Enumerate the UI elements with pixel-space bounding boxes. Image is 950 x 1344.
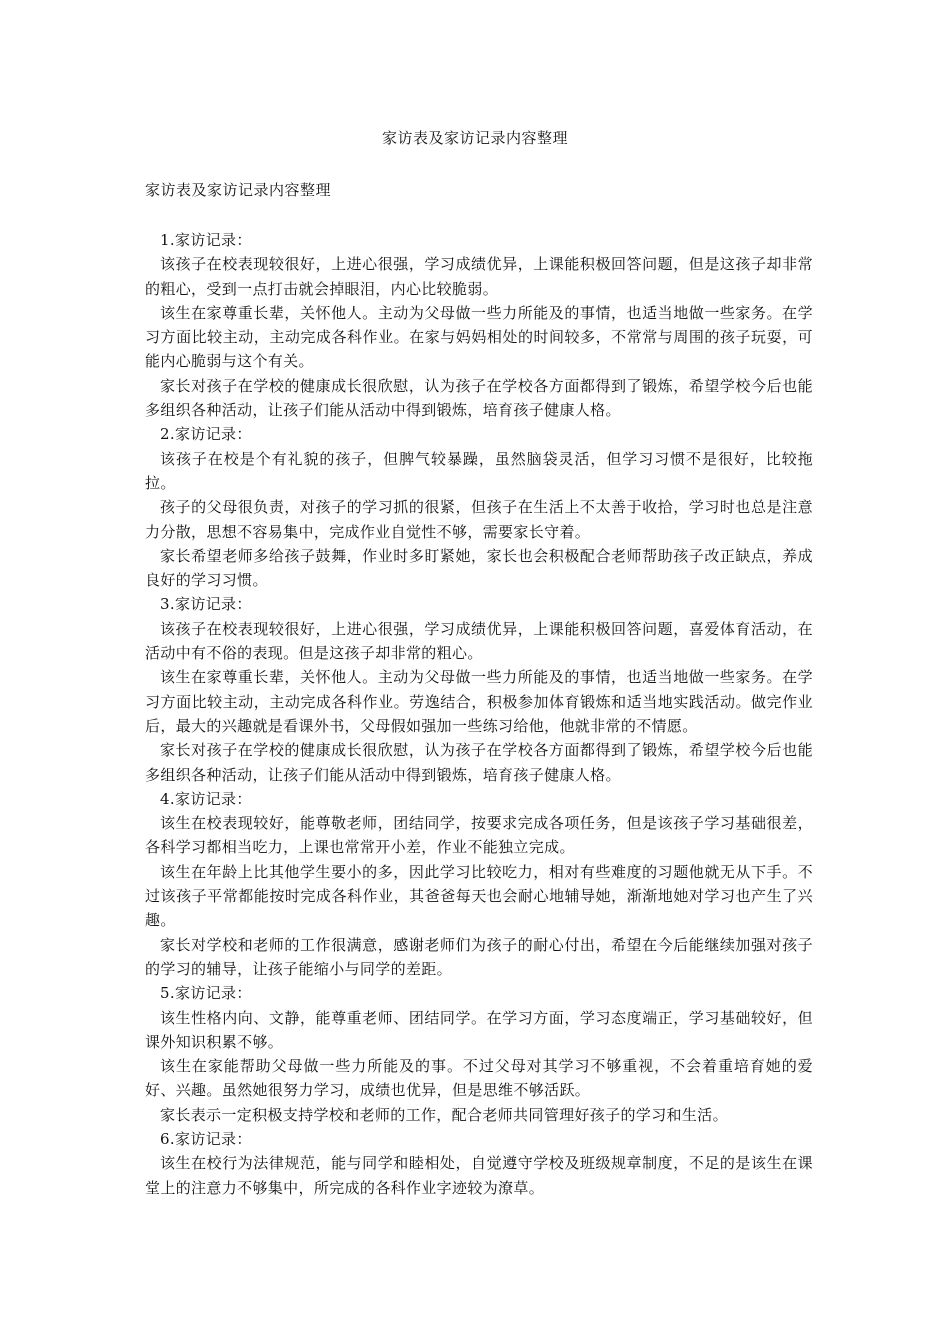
visit-record-paragraph: 家长对孩子在学校的健康成长很欣慰，认为孩子在学校各方面都得到了锻炼，希望学校今后也能多组织各种活动，让孩子们能从活动中得到锻炼，培育孩子健康人格。: [145, 741, 813, 784]
visit-record-paragraph: 该生在年龄上比其他学生要小的多，因此学习比较吃力，相对有些难度的习题他就无从下手。不过该孩子平常都能按时完成各科作业，其爸爸每天也会耐心地辅导她，渐渐地她对学习也产生了兴趣。: [145, 862, 813, 930]
visit-record-section: [145, 592, 813, 786]
visit-records-body: [145, 228, 813, 1200]
visit-record-heading: 6.家访记录：: [160, 1129, 252, 1148]
visit-record-paragraph: 该生在家尊重长辈，关怀他人。主动为父母做一些力所能及的事情，也适当地做一些家务。在学习方面比较主动，主动完成各科作业。在家与妈妈相处的时间较多，不常常与周围的孩子玩耍，可能内心脆弱与这个有关。: [145, 303, 813, 371]
visit-record-section: [145, 1127, 813, 1200]
visit-record-paragraph: 该生在家尊重长辈，关怀他人。主动为父母做一些力所能及的事情，也适当地做一些家务。在学习方面比较主动，主动完成各科作业。劳逸结合，积极参加体育锻炼和适当地实践活动。做完作业后，最大的兴趣就是看课外书，父母假如强加一些练习给他，他就非常的不情愿。: [145, 668, 813, 735]
visit-record-paragraph: 该孩子在校表现较很好，上进心很强，学习成绩优异，上课能积极回答问题，但是这孩子却非常的粗心，受到一点打击就会掉眼泪，内心比较脆弱。: [145, 255, 813, 298]
visit-record-paragraph: 该生在校行为法律规范，能与同学和睦相处，自觉遵守学校及班级规章制度，不足的是该生在课堂上的注意力不够集中，所完成的各科作业字迹较为潦草。: [145, 1154, 813, 1197]
visit-record-heading: 1.家访记录：: [160, 231, 252, 249]
visit-record-section: [145, 981, 813, 1127]
document-subtitle: 家访表及家访记录内容整理: [145, 181, 332, 199]
document-title: 家访表及家访记录内容整理: [381, 129, 568, 147]
visit-record-section: [145, 422, 813, 592]
visit-record-paragraph: 家长对学校和老师的工作很满意，感谢老师们为孩子的耐心付出，希望在今后能继续加强对孩子的学习的辅导，让孩子能缩小与同学的差距。: [145, 935, 813, 978]
visit-record-heading: 3.家访记录：: [160, 595, 252, 614]
visit-record-paragraph: 该生在校表现较好，能尊敬老师，团结同学，按要求完成各项任务，但是该孩子学习基础很差，各科学习都相当吃力，上课也常常开小差，作业不能独立完成。: [145, 814, 813, 857]
visit-record-paragraph: 该孩子在校表现较很好，上进心很强，学习成绩优异，上课能积极回答问题，喜爱体育活动，在活动中有不俗的表现。但是这孩子却非常的粗心。: [145, 619, 813, 663]
visit-record-paragraph: 该孩子在校是个有礼貌的孩子，但脾气较暴躁，虽然脑袋灵活，但学习习惯不是很好，比较拖拉。: [145, 449, 813, 492]
visit-record-paragraph: 孩子的父母很负责，对孩子的学习抓的很紧，但孩子在生活上不太善于收拾，学习时也总是注意力分散，思想不容易集中，完成作业自觉性不够，需要家长守着。: [145, 498, 813, 541]
visit-record-section: [145, 787, 813, 981]
visit-record-heading: 4.家访记录：: [160, 789, 252, 808]
visit-record-paragraph: 家长希望老师多给孩子鼓舞，作业时多盯紧她，家长也会积极配合老师帮助孩子改正缺点，养成良好的学习习惯。: [145, 546, 813, 590]
visit-record-paragraph: 该生性格内向、文静，能尊重老师、团结同学。在学习方面，学习态度端正，学习基础较好，但课外知识积累不够。: [145, 1008, 813, 1051]
visit-record-paragraph: 该生在家能帮助父母做一些力所能及的事。不过父母对其学习不够重视，不会着重培育她的爱好、兴趣。虽然她很努力学习，成绩也优异，但是思维不够活跃。: [145, 1057, 813, 1100]
visit-record-paragraph: 家长表示一定积极支持学校和老师的工作，配合老师共同管理好孩子的学习和生活。: [160, 1105, 728, 1124]
visit-record-heading: 5.家访记录：: [160, 984, 252, 1003]
visit-record-heading: 2.家访记录：: [160, 425, 252, 444]
visit-record-section: [145, 228, 813, 422]
visit-record-paragraph: 家长对孩子在学校的健康成长很欣慰，认为孩子在学校各方面都得到了锻炼，希望学校今后也能多组织各种活动，让孩子们能从活动中得到锻炼，培育孩子健康人格。: [145, 376, 813, 420]
